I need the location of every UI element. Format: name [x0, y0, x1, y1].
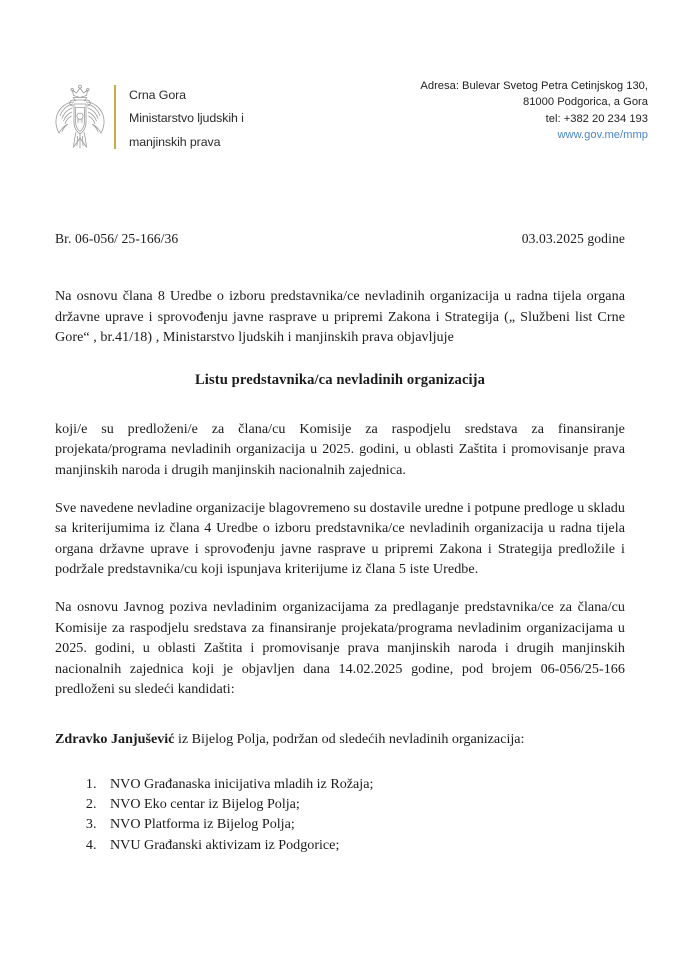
list-item: 1. NVO Građanaska inicijativa mladih iz Rožaja;	[100, 774, 625, 794]
paragraph-3: Na osnovu Javnog poziva nevladinim organizacijama za predlaganje predstavnika/ce za člana/cu Komisije za raspodjelu sredstava za finansiranje projekata/programa nevladinim organizacijama u 2025. godini, u oblasti Zaštita i promovisanje prava manjinskih naroda i drugih manjinskih nacionalnih zajednica koji je objavljen dana 14.02.2025 godine, pod brojem 06-056/25-166 predloženi su sledeći kandidati:	[55, 598, 625, 698]
intro-paragraph: Na osnovu člana 8 Uredbe o izboru predstavnika/ce nevladinih organizacija u radna tijela organa državne uprave i sprovođenju javne rasprave u pripremi Zakona i Strategija („ Službeni list Crne Gore“ , br.41/18) , Ministarstvo ljudskih i manjinskih prava objavljuje	[55, 288, 625, 346]
supporting-organizations-list	[55, 774, 625, 856]
list-item: 3. NVO Platforma iz Bijelog Polja;	[100, 814, 625, 834]
document-header	[0, 78, 679, 168]
reference-number: Br. 06-056/ 25-166/36	[55, 231, 179, 246]
paragraph-2: Sve navedene nevladine organizacije blagovremeno su dostavile uredne i potpune predloge u skladu sa kriterijumima iz člana 4 Uredbe o izboru predstavnika/ce nevladinih organizacija u radna tijela organa državne uprave i sprovođenju javne rasprave u pripremi Zakona i Strategija predložile i podržale predstavnika/cu koji ispunjava kriterijume iz člana 5 iste Uredbe.	[55, 499, 625, 578]
candidate-description: iz Bijelog Polja, podržan od sledećih nevladinih organizacija:	[174, 730, 525, 747]
address-line-2: 81000 Podgorica, a Gora	[522, 96, 648, 109]
ministry-name-line-2: Ministarstvo ljudskih i	[129, 111, 244, 126]
address-line-1: Adresa: Bulevar Svetog Petra Cetinjskog 130,	[420, 80, 648, 92]
website-link[interactable]: www.gov.me/mmp	[557, 129, 648, 142]
list-item: 4. NVU Građanski aktivizam iz Podgorice;	[100, 835, 625, 855]
logo-divider	[114, 85, 116, 149]
ministry-name	[129, 82, 244, 148]
ministry-name-line-3: manjinskih prava	[129, 134, 221, 149]
candidate-name: Zdravko Janjušević	[55, 730, 175, 747]
montenegro-coat-of-arms-icon	[52, 82, 108, 154]
reference-date-row	[55, 231, 625, 247]
document-title: Listu predstavnika/ca nevladinih organizacija	[194, 371, 486, 388]
candidate-line	[55, 729, 625, 750]
ministry-logo-block	[52, 82, 244, 154]
paragraph-1: koji/e su predloženi/e za člana/cu Komisije za raspodjelu sredstava za finansiranje projekata/programa nevladinih organizacija u 2025. godini, u oblasti Zaštita i promovisanje prava manjinskih naroda i drugih manjinskih nacionalnih zajednica.	[55, 420, 625, 478]
ministry-name-line-1: Crna Gora	[129, 88, 186, 102]
contact-block	[420, 78, 648, 144]
document-date: 03.03.2025 godine	[521, 231, 625, 246]
list-item: 2. NVO Eko centar iz Bijelog Polja;	[100, 794, 625, 814]
phone-number: tel: +382 20 234 193	[545, 112, 648, 125]
document-body	[55, 286, 625, 855]
